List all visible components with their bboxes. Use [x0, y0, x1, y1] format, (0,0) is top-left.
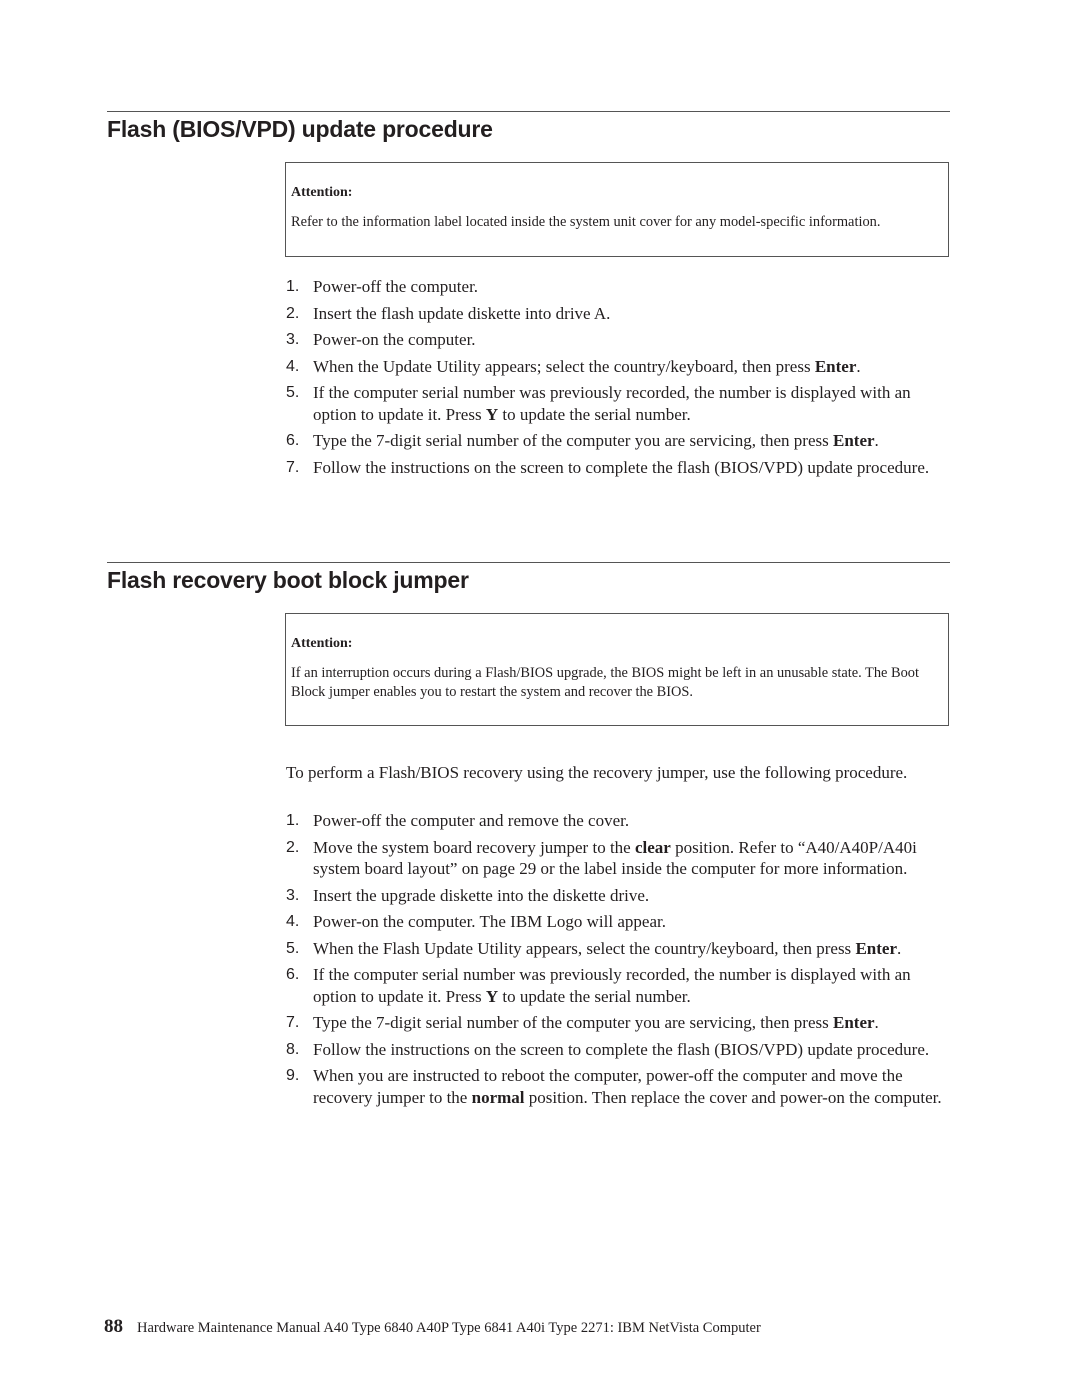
page-number: 88 — [104, 1316, 123, 1337]
step-text: If the computer serial number was previously recorded, the number is displayed with an option to update it. Press — [313, 965, 911, 1006]
list-item — [286, 1039, 954, 1061]
section-divider — [107, 562, 950, 563]
attention-box — [285, 613, 949, 726]
step-number: 8. — [286, 1040, 300, 1058]
attention-label: Attention: — [291, 185, 353, 200]
list-item — [286, 430, 954, 452]
step-number: 7. — [286, 1014, 300, 1031]
step-number: 1. — [286, 812, 300, 829]
step-text: Power-off the computer. — [313, 277, 479, 296]
step-number: 5. — [286, 384, 300, 401]
list-item — [286, 810, 954, 832]
step-number: 4. — [286, 913, 300, 930]
recovery-steps — [286, 810, 954, 1113]
step-text: . — [856, 356, 861, 376]
list-item — [286, 911, 954, 933]
key-term: normal — [471, 1087, 525, 1107]
list-item — [286, 938, 954, 960]
step-text: Follow the instructions on the screen to complete the flash (BIOS/VPD) update procedure. — [313, 1039, 930, 1059]
step-number: 5. — [286, 939, 300, 957]
step-number: 2. — [286, 838, 300, 856]
list-item — [286, 356, 954, 378]
step-text: to update the serial number. — [498, 986, 691, 1006]
list-item — [286, 1012, 954, 1034]
step-text: If the computer serial number was previously recorded, the number is displayed with an option to update it. Press — [313, 383, 911, 424]
attention-box — [285, 162, 949, 257]
step-text: Move the system board recovery jumper to the — [313, 837, 635, 857]
step-text: . — [874, 1013, 879, 1032]
list-item — [286, 885, 954, 907]
list-item — [286, 276, 954, 298]
flash-update-steps — [286, 276, 954, 483]
step-text: Insert the upgrade diskette into the diskette drive. — [313, 885, 650, 905]
list-item — [286, 382, 954, 425]
page-footer — [104, 1316, 761, 1338]
step-text: position. Then replace the cover and power-on the computer. — [524, 1087, 942, 1107]
footer-title: Hardware Maintenance Manual A40 Type 6840 A40P Type 6841 A40i Type 2271: IBM NetVista Computer — [137, 1320, 761, 1336]
step-number: 2. — [286, 304, 300, 322]
step-text: Follow the instructions on the screen to complete the flash (BIOS/VPD) update procedure. — [313, 457, 930, 477]
key-term: Y — [485, 404, 499, 424]
list-item — [286, 457, 954, 479]
step-text: When the Update Utility appears; select the country/keyboard, then press — [313, 356, 815, 376]
step-text: to update the serial number. — [498, 404, 691, 424]
key-term: Enter — [855, 938, 897, 958]
key-term: Y — [485, 986, 499, 1006]
key-term: Enter — [814, 356, 857, 376]
step-text: Power-on the computer. The IBM Logo will appear. — [313, 912, 666, 931]
key-term: Enter — [833, 431, 875, 450]
section-divider — [107, 111, 950, 112]
step-text: Type the 7-digit serial number of the computer you are servicing, then press — [313, 431, 833, 450]
step-number: 7. — [286, 458, 300, 476]
step-number: 3. — [286, 331, 300, 348]
key-term: clear — [634, 837, 671, 857]
step-number: 1. — [286, 278, 300, 295]
step-text: position. Refer to “A40/A40P/A40i system board layout” on page 29 or the label inside the computer for more information. — [313, 837, 917, 878]
step-number: 9. — [286, 1067, 300, 1084]
step-text: . — [874, 431, 879, 450]
step-number: 6. — [286, 966, 300, 983]
step-text: . — [896, 938, 902, 958]
step-number: 4. — [286, 357, 300, 375]
step-text: Power-off the computer and remove the cover. — [313, 811, 630, 830]
section-title-flash-update: Flash (BIOS/VPD) update procedure — [107, 116, 493, 142]
list-item — [286, 1065, 954, 1108]
key-term: Enter — [833, 1013, 875, 1032]
step-number: 3. — [286, 886, 300, 904]
attention-text: If an interruption occurs during a Flash/BIOS upgrade, the BIOS might be left in an unusable state. The Boot Block jumper enables you to restart the system and recover the BIOS. — [291, 665, 920, 700]
attention-text: Refer to the information label located inside the system unit cover for any model-specific information. — [291, 214, 881, 230]
list-item — [286, 329, 954, 351]
step-number: 6. — [286, 432, 300, 449]
list-item — [286, 964, 954, 1007]
attention-label: Attention: — [291, 636, 353, 651]
list-item — [286, 303, 954, 325]
step-text: Insert the flash update diskette into drive A. — [313, 303, 611, 323]
step-text: When the Flash Update Utility appears, select the country/keyboard, then press — [313, 938, 856, 958]
section-title-recovery-jumper: Flash recovery boot block jumper — [107, 567, 469, 593]
step-text: Power-on the computer. — [313, 330, 476, 349]
step-text: When you are instructed to reboot the computer, power-off the computer and move the recovery jumper to the — [313, 1066, 903, 1107]
step-text: Type the 7-digit serial number of the computer you are servicing, then press — [313, 1013, 833, 1032]
recovery-intro: To perform a Flash/BIOS recovery using the recovery jumper, use the following procedure. — [286, 763, 908, 782]
list-item — [286, 837, 954, 880]
